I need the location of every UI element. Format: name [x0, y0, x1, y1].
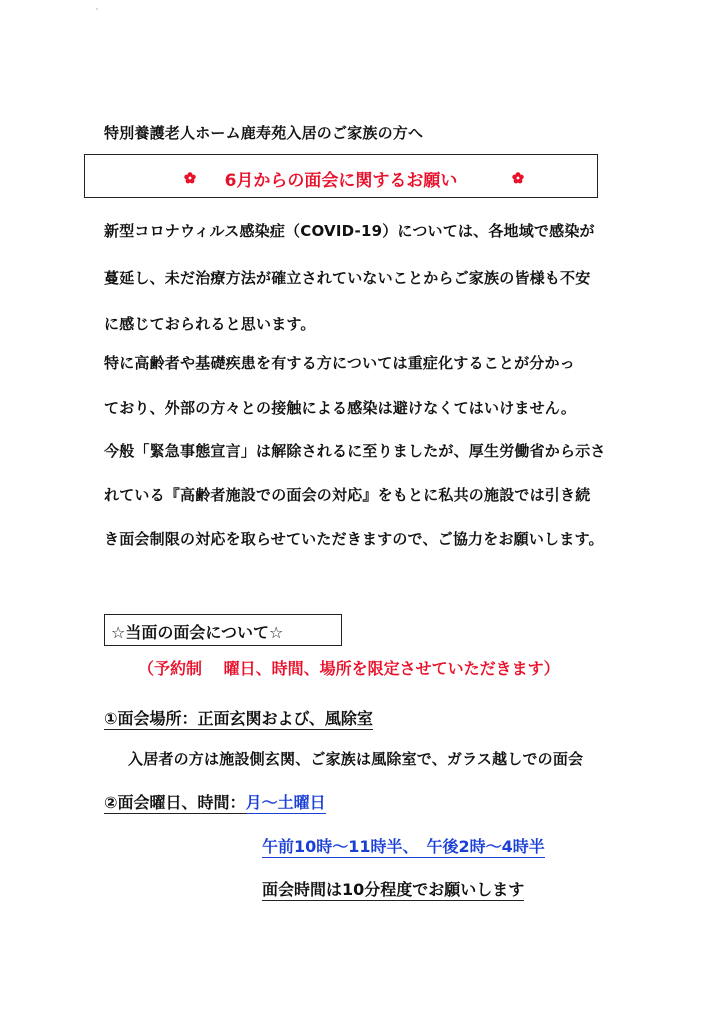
body-line: に感じておられると思います。 — [104, 315, 316, 333]
scan-speck — [96, 8, 98, 10]
addressee-line: 特別養護老人ホーム鹿寿苑入居のご家族の方へ — [104, 124, 424, 142]
section-title: ☆当面の面会について☆ — [111, 623, 284, 642]
item2-times-line — [262, 834, 545, 857]
item2-heading — [104, 790, 326, 813]
item2-duration: 面会時間は10分程度でお願いします — [262, 880, 525, 899]
body-line: 今般「緊急事態宣言」は解除されるに至りましたが、厚生労働省から示さ — [104, 442, 606, 460]
item2-duration-line — [262, 877, 524, 900]
item1-heading — [104, 706, 373, 729]
body-line: 蔓延し、未だ治療方法が確立されていないことからご家族の皆様も不安 — [104, 269, 591, 287]
body-line: 特に高齢者や基礎疾患を有する方については重症化することが分かっ — [104, 354, 575, 372]
flower-icon — [184, 172, 196, 184]
item2-days: 月～土曜日 — [245, 793, 326, 812]
item1-detail: 入居者の方は施設側玄関、ご家族は風除室で、ガラス越しでの面会 — [128, 750, 584, 768]
item2-heading-text: ②面会曜日、時間： — [104, 793, 246, 812]
reservation-notice: （予約制 曜日、時間、場所を限定させていただきます） — [138, 659, 560, 678]
item1-heading-text: ①面会場所：正面玄関および、風除室 — [104, 709, 373, 728]
body-line: 新型コロナウィルス感染症（COVID-19）については、各地域で感染が — [104, 222, 595, 240]
section-box — [104, 614, 342, 646]
body-line: れている『高齢者施設での面会の対応』をもとに私共の施設では引き続 — [104, 486, 591, 504]
item2-times: 午前10時～11時半、 午後2時～4時半 — [262, 837, 545, 856]
body-line: ており、外部の方々との接触による感染は避けなくてはいけません。 — [104, 399, 577, 417]
page-title: 6月からの面会に関するお願い — [224, 171, 458, 191]
flower-icon — [512, 172, 524, 184]
body-line: き面会制限の対応を取らせていただきますので、ご協力をお願いします。 — [104, 530, 604, 548]
